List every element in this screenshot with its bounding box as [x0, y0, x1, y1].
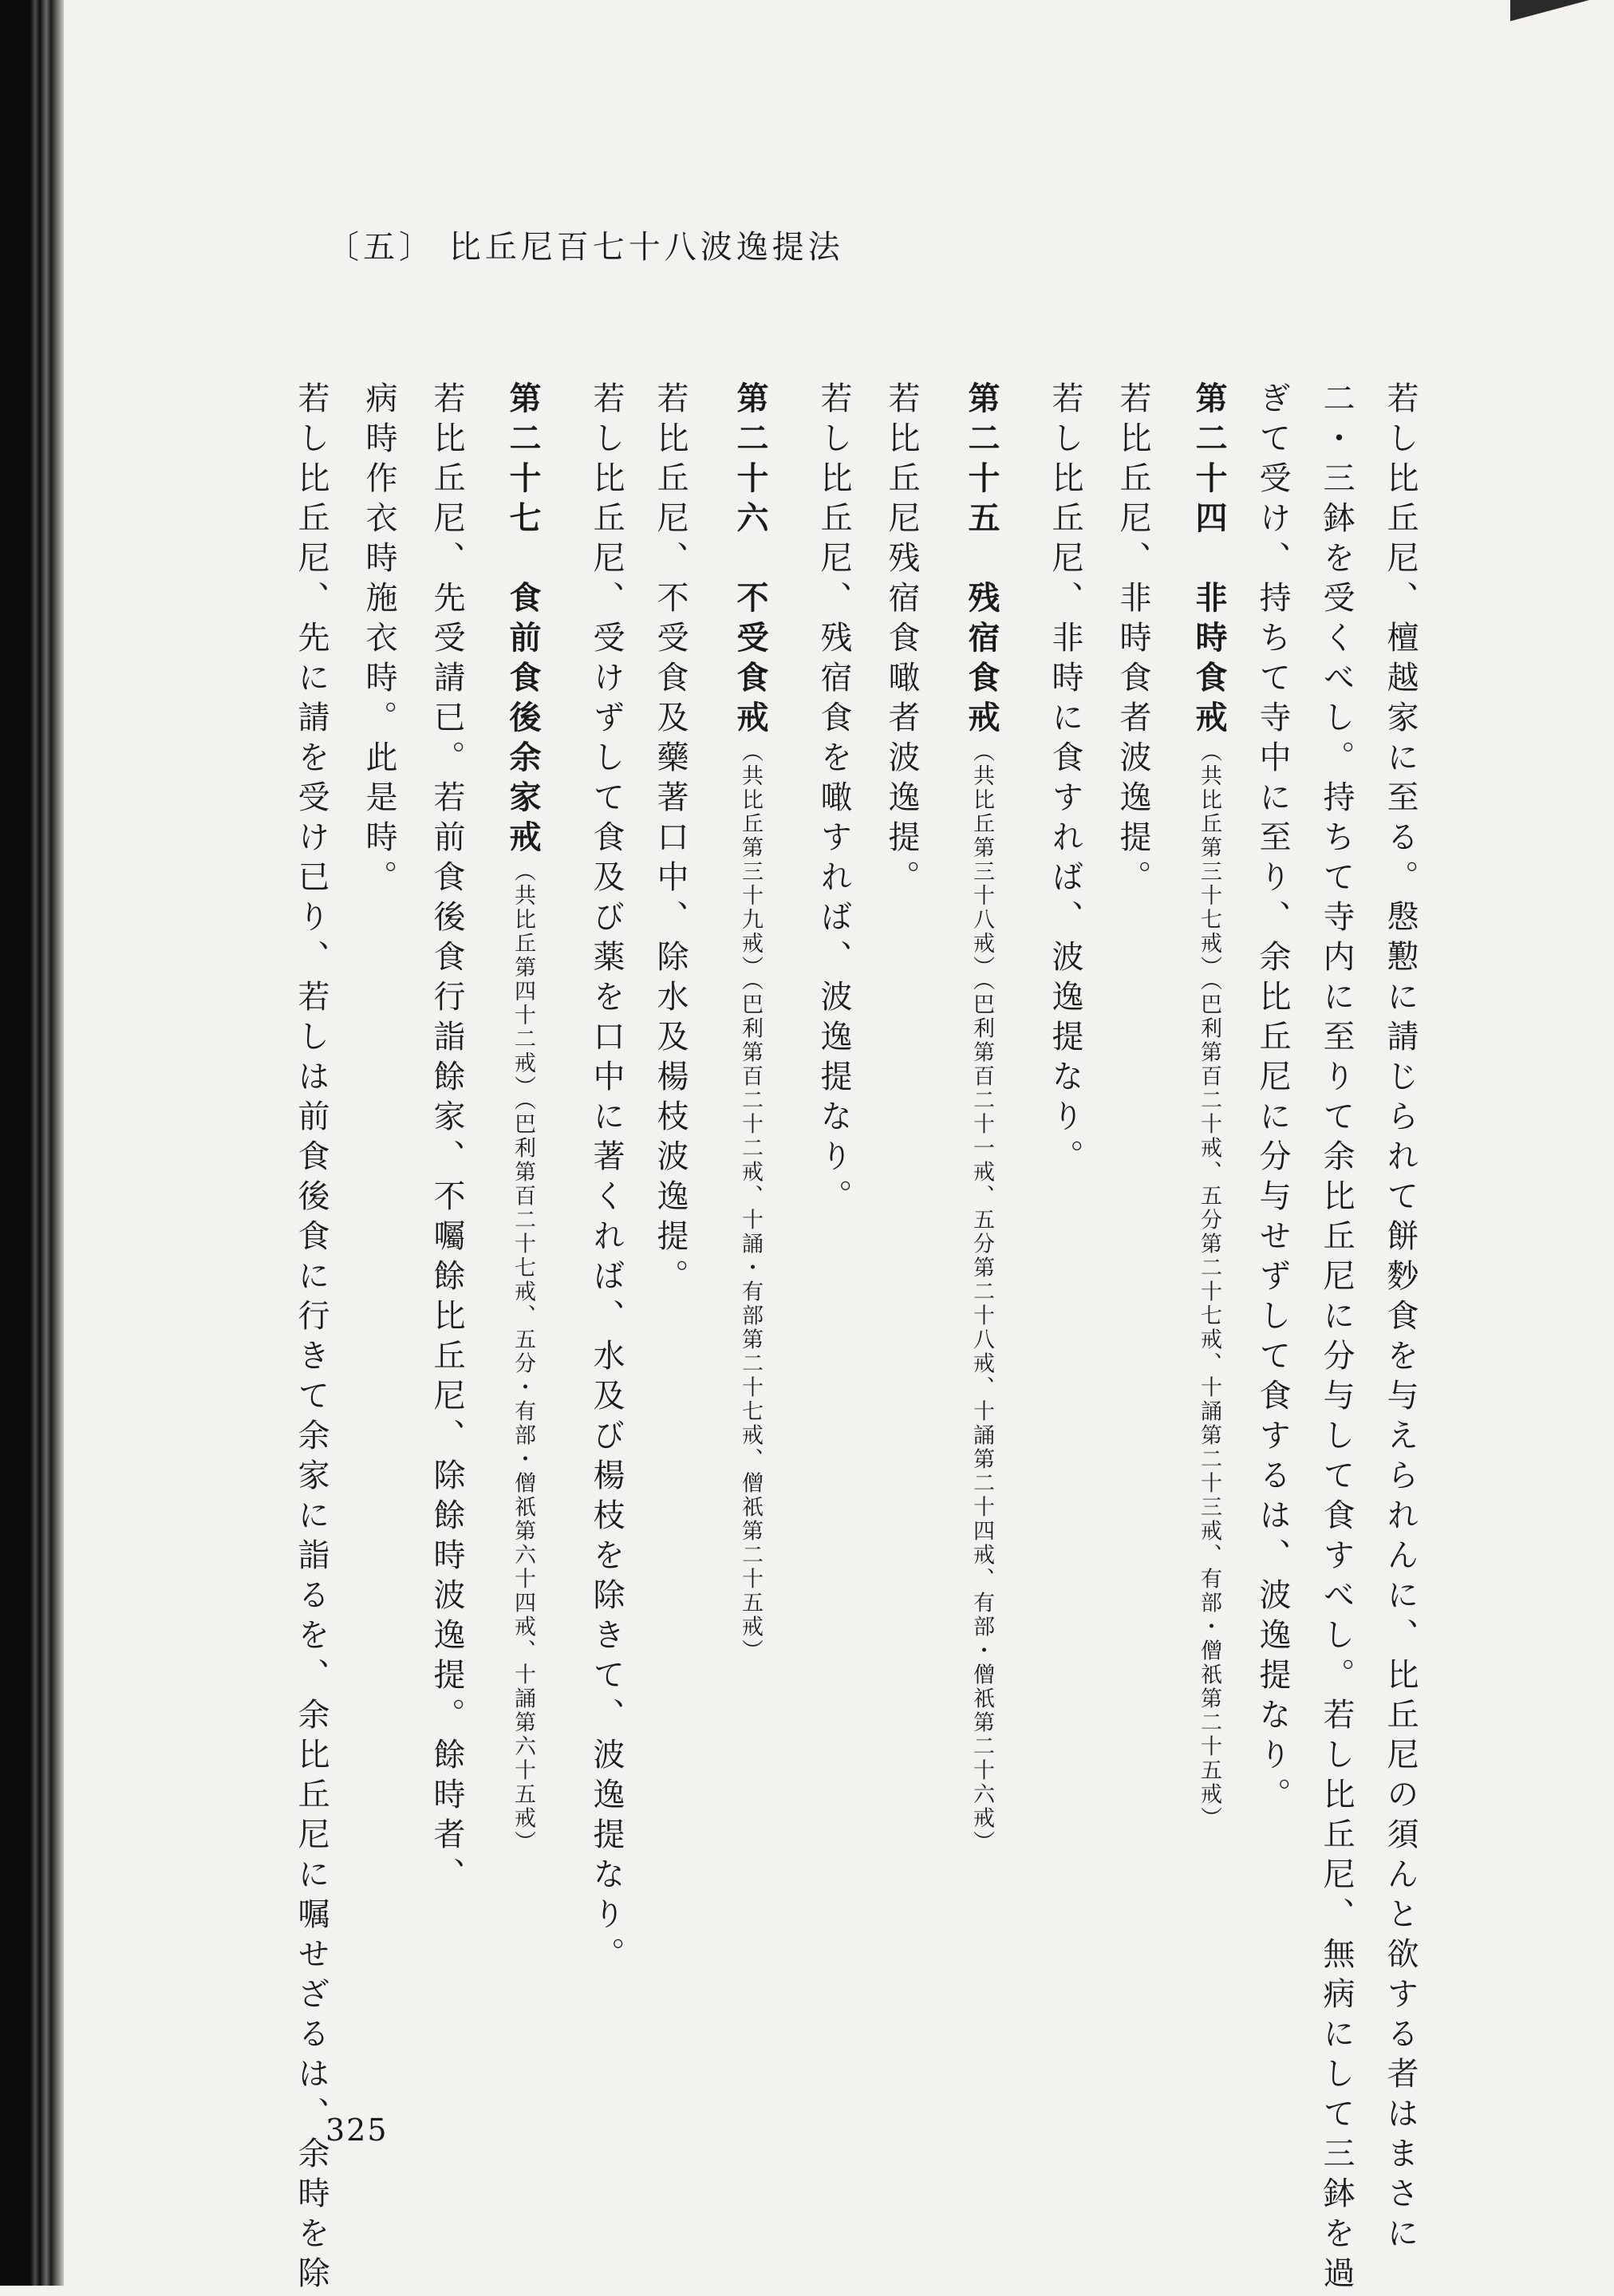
precept-title: 第二十五 残宿食戒	[963, 381, 1000, 740]
text-column-15	[363, 381, 395, 900]
text-column-8	[883, 381, 920, 900]
scan-corner-shadow	[1510, 0, 1614, 32]
text-column-9	[815, 381, 852, 1219]
precept-heading-25	[963, 381, 1000, 1855]
text-column-3	[1254, 381, 1291, 1817]
precept-note: （共比丘第四十二戒）（巴利第百二十七戒、五分・有部・僧祇第六十四戒、十誦第六十五戒）	[511, 860, 535, 1855]
text-column-14	[428, 381, 465, 1897]
column-text: ぎて受け、持ちて寺中に至り、余比丘尼に分与せずして食するは、波逸提なり。	[1254, 381, 1291, 1817]
precept-heading-24	[1190, 381, 1228, 1831]
precept-note: （共比丘第三十八戒）（巴利第百二十一戒、五分第二十八戒、十誦第二十四戒、有部・僧祇第二十六戒）	[969, 740, 994, 1855]
column-text: 病時作衣時施衣時。此是時。	[361, 381, 397, 900]
column-text: 若し比丘尼、非時に食すれば、波逸提なり。	[1047, 381, 1083, 1179]
text-column-11	[652, 381, 689, 1299]
column-text: 若し比丘尼、檀越家に至る。慇懃に請じられて餅麨食を与えられんに、比丘尼の須んと欲する者はまさに	[1382, 381, 1419, 2256]
page-number: 325	[326, 2113, 389, 2148]
precept-note: （共比丘第三十九戒）（巴利第百二十二戒、十誦・有部第二十七戒、僧祇第二十五戒）	[738, 740, 763, 1663]
text-column-16	[293, 381, 330, 2296]
column-text: 若し比丘尼、残宿食を噉すれば、波逸提なり。	[815, 381, 852, 1219]
precept-title: 第二十七 食前食後余家戒	[504, 381, 542, 860]
precept-title: 第二十六 不受食戒	[732, 381, 769, 740]
section-heading: 〔五〕 比丘尼百七十八波逸提法	[327, 229, 844, 266]
column-text: 若比丘尼、不受食及藥著口中、除水及楊枝波逸提。	[652, 381, 689, 1299]
precept-heading-26	[732, 381, 769, 1663]
column-text: 若し比丘尼、先に請を受け已り、若しは前食後食に行きて余家に詣るを、余比丘尼に嘱せざるは、余時を除	[293, 381, 330, 2296]
text-column-12	[588, 381, 625, 1977]
precept-title: 第二十四 非時食戒	[1190, 381, 1228, 740]
column-text: 若比丘尼、先受請已。若前食後食行詣餘家、不囑餘比丘尼、除餘時波逸提。餘時者、	[428, 381, 465, 1897]
text-column-5	[1117, 381, 1149, 900]
text-column-1	[1382, 381, 1419, 2256]
book-binding-edge	[0, 0, 64, 2286]
text-column-6	[1049, 381, 1081, 1179]
column-text: 若比丘尼残宿食噉者波逸提。	[883, 381, 920, 900]
column-text: 若比丘尼、非時食者波逸提。	[1115, 381, 1151, 900]
precept-heading-27	[504, 381, 542, 1855]
text-column-2	[1318, 381, 1355, 2296]
column-text: 二・三鉢を受くべし。持ちて寺内に至りて余比丘尼に分与して食すべし。若し比丘尼、無病にして三鉢を過	[1318, 381, 1355, 2296]
column-text: 若し比丘尼、受けずして食及び薬を口中に著くれば、水及び楊枝を除きて、波逸提なり。	[588, 381, 625, 1977]
precept-note: （共比丘第三十七戒）（巴利第百二十戒、五分第二十七戒、十誦第二十三戒、有部・僧祇第二十五戒）	[1197, 740, 1221, 1831]
